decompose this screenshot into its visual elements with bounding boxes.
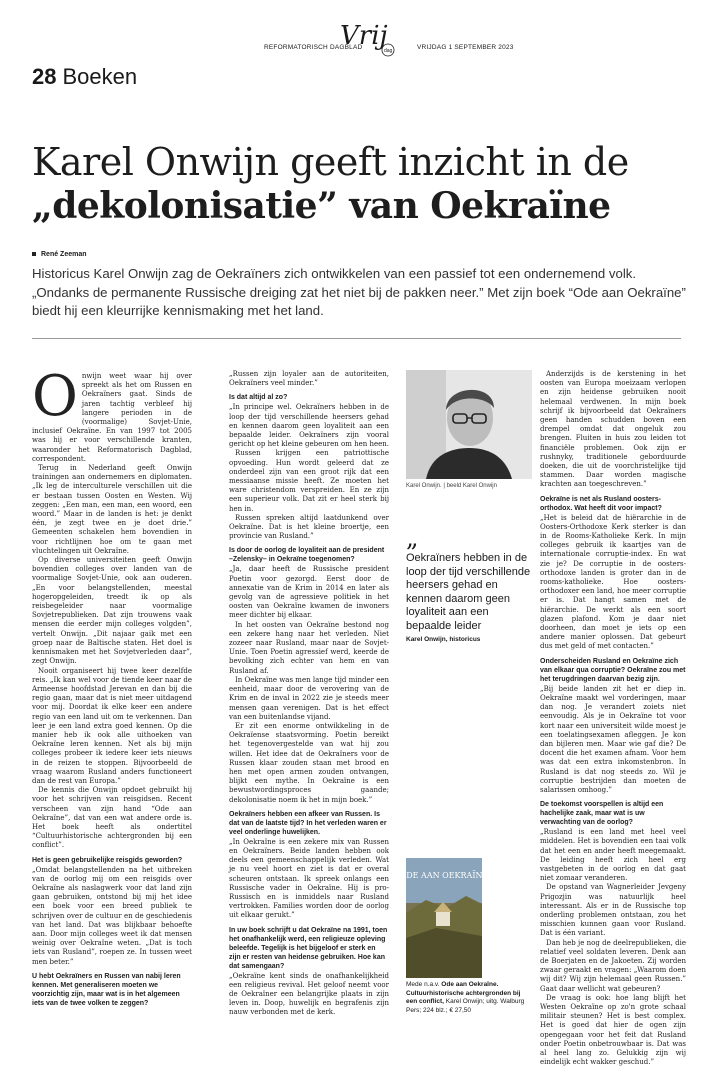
paragraph: „Het is beleid dat de hiërarchie in de Oosters-Orthodoxe Kerk sterker is dan in de Rooms-Katholieke Kerk. In mijn colleges gebruik ik kaartjes van de internationale corruptie-index. En wat zie je? De corruptie in de oosters-orthodoxe landen is groter dan in de rooms-katholieke. Hoe oosters-orthodoxer een land, hoe meer corruptie er is. Dat hangt samen met de hiërarchie. De werkt als een soort glazen plafond. Kom je daar niet doorheen, dan moet je iets op een andere manier oplossen. Dat gebeurt dus met geld of met contacten.” <box>540 513 686 651</box>
paragraph: Er zit een enorme ontwikkeling in de Oekraïense staatsvorming. Poetin bereikt het tegenovergestelde van wat hij zou willen. Het idee dat de Oekraïners voor de Russen klaar zouden staan met brood en hen met open armen zouden ontvangen, blijkt een mythe. In Oekraïne is een bewustwordingsproces gaande; dekolonisatie noem ik het in mijn boek.” <box>229 721 389 804</box>
headline-line-2: „dekolonisatie” van Oekraïne <box>32 185 611 227</box>
page-number: 28 <box>32 64 57 89</box>
author-portrait <box>406 370 532 479</box>
paragraph: „Oekraïne kent sinds de onafhankelijkheid een religieus revival. Het geloof neemt voor de Oekraïner een belangrijke plaats in zijn leven in. Doop, huwelijk en begrafenis zijn nauw verbonden met de kerk. <box>229 971 389 1017</box>
paragraph: Nooit organiseert hij twee keer dezelfde reis. „Ik kan wel voor de tiende keer naar de Armeense hoofdstad Jerevan en dan bij die regio gaan, maar dat is niet meer uitdagend voor mij. Doordat ik elke keer een andere regio van een land uit om te verkennen. Dan leer je een land extra goed kennen. Op die manier heb ik ook alle uithoeken van Oekraïne leren kennen. Net als bij mijn colleges probeer ik iedere keer iets nieuws in de reizen te stoppen. Bijvoorbeeld de vraag waarom Rusland anders functioneert dan de rest van Europa.” <box>32 666 192 785</box>
book-details: Karel Onwijn; uitg. Walburg Pers; 224 blz.; € 27,50 <box>406 998 525 1014</box>
paragraph: In het oosten van Oekraïne bestond nog een zekere hang naar het verleden. Niet zozeer naar Rusland, maar naar de Sovjet-Unie. Toen Poetin agressief werd, keerde de bevolking zich echter van hem en van Rusland af. <box>229 620 389 675</box>
paragraph: De vraag is ook: hoe lang blijft het Westen Oekraïne op zo'n grote schaal militair steunen? Het is best complex. Het is goed dat hier de ogen zijn opengegaan voor het feit dat Rusland onder Poetin onbetrouwbaar is. Dat was al heel lang zo. Gelukkig zijn wij eindelijk echt wakker geschud.” <box>540 993 686 1067</box>
paragraph: „Rusland is een land met heel veel middelen. Het is bovendien een taai volk dat het een en ander heeft meegemaakt. De leiding heeft zich heel erg vastgebeten in de oorlog en dat gaat niet zomaar veranderen. <box>540 828 686 883</box>
portrait-caption: Karel Onwijn. | beeld Karel Onwijn <box>406 483 497 489</box>
question-heading: De toekomst voorspellen is altijd een hachelijke zaak, maar wat is uw verwachting van de oorlog? <box>540 801 664 827</box>
question-heading: In uw boek schrijft u dat Oekraïne na 1991, toen het onafhankelijk werd, een religieuze opleving beleefde. Tegelijk is het bijgeloof er sterk en zijn er resten van heidense gebruiken. Hoe kan dat samengaan? <box>229 926 388 970</box>
lead-paragraph: Historicus Karel Onwijn zag de Oekraïners zich ontwikkelen van een passief tot een ondernemend volk. „Ondanks de permanente Russische dreiging zat het niet bij de pakken neer.” Met zijn boek “Ode aan Oekraïne” biedt hij een kleurrijke kennismaking met het land. <box>32 266 686 318</box>
paragraph: In Oekraïne was men lange tijd minder een eenheid, maar door de verovering van de Krim en de inval in 2022 zie je steeds meer mensen gaan verenigen. Dat is het effect van een buitenlandse vijand. <box>229 675 389 721</box>
author-name: René Zeeman <box>41 251 87 258</box>
book-title: Ode aan Oekraïne. Cultuurhistorische achtergronden bij een conflict, <box>406 981 521 1005</box>
question-heading: Is door de oorlog de loyaliteit aan de president –Zelensky– in Oekraïne toegenomen? <box>229 547 385 564</box>
paragraph: Onwijn weet waar hij over spreekt als het om Russen en Oekraïners gaat. Sinds de jaren tachtig verbleef hij langere perioden in de (voormalige) Sovjet-Unie, inclusief Oekraïne. En van 1997 tot 2005 was hij er voor verschillende kranten, waaronder het Reformatorisch Dagblad, correspondent. <box>32 364 192 463</box>
quote-mark-icon: „ <box>406 524 419 552</box>
paragraph: Op diverse universiteiten geeft Onwijn bovendien colleges over landen van de voormalige Sovjet-Unie, ook aan ouderen. „En voor belangstellenden, meestal hogeropgeleiden, treedt ik op als reisbegeleider naar voormalige Sovjetrepublieken. Dat zijn trouwens vaak mensen die eerder mijn colleges volgden”, vertelt Onwijn. „Dit najaar gaik met een groep naar de Baltische staten. Het doel is kennismaken met het Sovjetverleden daar”, zegt Onwijn. <box>32 556 192 666</box>
paragraph: De opstand van Wagnerleider Jevgeny Prigozjin was natuurlijk heel interessant. Als er in de Russische top onderling problemen ontstaan, zou het misschien kunnen gaan voor Rusland. Dat is één variant. <box>540 883 686 938</box>
drop-cap: O <box>32 364 78 429</box>
paragraph: „Ja, daar heeft de Russische president Poetin voor gezorgd. Eerst door de annexatie van de Krim in 2014 en later als gevolg van de agressieve politiek in het oosten van Oekraïne kwamen de inwoners meer dichter bij elkaar. <box>229 565 389 620</box>
question-heading: Oekraïners hebben een afkeer van Russen. Is dat van de laatste tijd? In het verleden waren er veel onderlinge huwelijken. <box>229 810 387 836</box>
paragraph: „In Oekraïne is een zekere mix van Russen en Oekraïners. Beide landen hebben ook deels een gemeenschappelijk verleden. Wat je nu veel hoort en ziet is dat er overal scheuren ontstaan. Ik spreek onlangs een Russische vader in Oekraïne. Hij is pro-Russisch en is inmiddels naar Rusland vertrokken. Families worden door de oorlog uit elkaar gerukt.” <box>229 837 389 920</box>
byline <box>32 251 87 258</box>
book-cover <box>399 858 489 978</box>
paragraph: Russen krijgen een patriottische opvoeding. Hun wordt geleerd dat ze onderdeel zijn van een groot rijk dat een messiaanse missie heeft. Ze moeten het ware christendom verspreiden. En ze zijn een superieur volk. Dat zit er heel sterk bij hen in. <box>229 449 389 513</box>
paragraph: „In principe wel. Oekraïners hebben in de loop der tijd verschillende heersers gehad en kennen daarom geen loyaliteit aan een bepaalde leider. Oekraïners zijn vooral gericht op het kleine gebeuren om hen heen. <box>229 403 389 449</box>
issue-date: VRIJDAG 1 SEPTEMBER 2023 <box>417 44 514 51</box>
paragraph: Russen spreken altijd laatdunkend over Oekraïne. Dat is het kleine broertje, een provincie van Rusland.” <box>229 513 389 541</box>
logo-text: Vrij <box>340 21 388 51</box>
book-cover-title: ODE AAN OEKRAÏNE <box>399 871 489 880</box>
article-column-1 <box>32 364 192 1008</box>
book-caption <box>406 981 532 1015</box>
paragraph: Dan heb je nog de deelrepublieken, die relatief veel soldaten leveren. Denk aan de Boerjaten en de Jakoeten. Zij worden zwaar geraakt en vragen: „Waarom doen wij dit? Wij zijn helemaal geen Russen.” Gaat daar wellicht wat gebeuren? <box>540 938 686 993</box>
logo-sub: dag <box>384 48 393 54</box>
question-heading: U hebt Oekraïners en Russen van nabij leren kennen. Met generaliseren moeten we voorzichtig zijn, maar wat is in het algemeen iets van de twee volken te zeggen? <box>32 972 181 1007</box>
divider <box>32 338 681 339</box>
quote-author: Karel Onwijn, historicus <box>406 636 481 643</box>
question-heading: Onderscheiden Rusland en Oekraïne zich van elkaar qua corruptie? Oekraïne zou met het terugdringen daarvan bezig zijn. <box>540 657 686 683</box>
book-caption-prefix: Mede n.a.v. <box>406 981 442 988</box>
book-cover-illustration <box>399 858 489 978</box>
question-heading: Oekraïne is net als Rusland oosters-orthodox. Wat heeft dit voor impact? <box>540 495 662 512</box>
paragraph: Terug in Nederland geeft Onwijn trainingen aan ondernemers en diplomaten. „Ik leg de interculturele verschillen uit die er bestaan tussen Oosten en Westen. Wij zeggen: „Een man, een man, een woord, een woord.” Maar in de landen is het: je denkt één, je zegt twee en je doet drie.” Gemeenten schakelen hem bovendien in voor richtlijnen hoe om te gaan met vluchtelingen uit Oekraïne. <box>32 464 192 555</box>
article-column-4 <box>540 370 686 1067</box>
pull-quote <box>406 524 532 643</box>
paragraph: Anderzijds is de kerstening in het oosten van Europa moeizaam verlopen en zijn heidense gebruiken nooit helemaal verdwenen. In mijn boek schrijf ik bijvoorbeeld dat Oekraïners geen handen schudden boven een drempel omdat dat ongeluk zou brengen. Fluiten in huis zou leiden tot financiële problemen. Ook zijn er rushnyky, traditionele geborduurde doeken, die uit de voorchristelijke tijd stammen. Daar worden magische krachten aan toegeschreven.” <box>540 370 686 489</box>
quote-text: Oekraïners hebben in de loop der tijd verschillende heersers gehad en kennen daarom geen loyaliteit aan een bepaalde leider <box>406 552 531 632</box>
page-header <box>32 64 137 90</box>
question-heading: Is dat altijd al zo? <box>229 394 288 402</box>
byline-square-icon <box>32 252 36 256</box>
section-name: Boeken <box>62 64 138 89</box>
paragraph: „Russen zijn loyaler aan de autoriteiten, Oekraïners veel minder.” <box>229 370 389 388</box>
masthead <box>0 0 713 62</box>
portrait-illustration <box>406 370 532 479</box>
article-column-2 <box>229 370 389 1017</box>
paragraph: „Bij beide landen zit het er diep in. Oekraïne maakt wel vorderingen, maar dan nog. Je verandert zoiets niet eenvoudig. Als je in Oekraïne tot voor kort naar een universiteit wilde moest je een toelatingsexamen afleggen. Je kon dan bijleren men. Maar wie gaf die? De docent die het examen afnam. Voor hem was dat een extra inkomstenbron. In Rusland is dat nog steeds zo. Wil je corruptie bestrijden dan moeten de salarissen omhoog.” <box>540 684 686 794</box>
vrij-logo <box>336 14 396 58</box>
headline <box>32 140 692 228</box>
headline-line-1: Karel Onwijn geeft inzicht in de <box>32 140 629 184</box>
question-heading: Het is geen gebruikelijke reisgids geworden? <box>32 856 183 864</box>
paragraph: „Omdat belangstellenden na het uitbreken van de oorlog mij om een reisgids over Oekraïne als naslagwerk voor dat land zijn gaan gebruiken, ontstond bij mij het idee een boek voor een breed publiek te schrijven over de cultuur en de geschiedenis van het land. Dat was blijkbaar behoefte aan. Door mijn colleges weet ik dat mensen weinig over Oekraïne weten. „Dat is toch iets van Rusland”, roepen ze. In tussen weet men beter.” <box>32 865 192 966</box>
paragraph: De kennis die Onwijn opdoet gebruikt hij voor het schrijven van reisgidsen. Recent verscheen van zijn hand “Ode aan Oekraïne”, dat van een wat andere orde is. Het boek heeft als ondertitel “Cultuurhistorische achtergronden bij een conflict”. <box>32 786 192 850</box>
newspaper-name: REFORMATORISCH DAGBLAD <box>264 44 363 51</box>
